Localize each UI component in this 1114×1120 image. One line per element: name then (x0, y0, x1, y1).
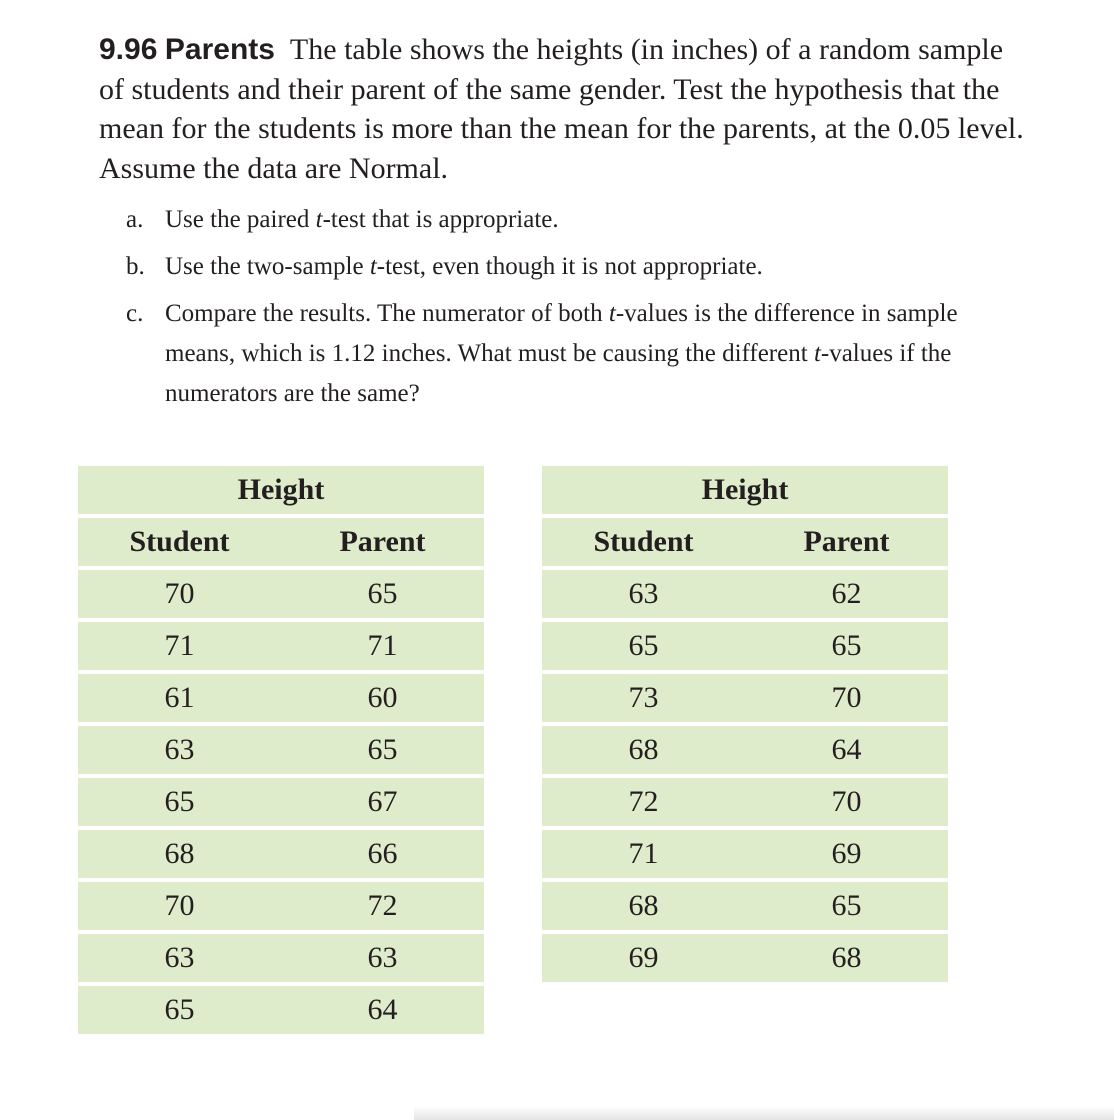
parent-height-cell: 63 (281, 934, 484, 982)
student-height-cell: 73 (542, 674, 745, 722)
student-height-cell: 63 (78, 726, 281, 774)
parent-height-cell: 66 (281, 830, 484, 878)
problem-text: The table shows the heights (in inches) of a random sample of students and their parent of the same gender. Test the hypothesis that the mean for the students is more than the mean for the parents, at the 0.05 level. Assume the data are Normal. (99, 33, 1024, 185)
parent-height-cell: 72 (281, 882, 484, 930)
table-row (542, 726, 948, 774)
parent-height-cell: 62 (745, 570, 948, 618)
part-text: Compare the results. The numerator of both t-values is the difference in sample means, which is 1.12 inches. What must be causing the different t-values if the numerators are the same? (165, 300, 958, 407)
table-row (542, 622, 948, 670)
table-row (78, 726, 484, 774)
parent-height-cell: 65 (745, 622, 948, 670)
table-body (542, 570, 948, 982)
student-height-cell: 68 (78, 830, 281, 878)
table-row (78, 570, 484, 618)
student-height-cell: 68 (542, 882, 745, 930)
student-height-cell: 71 (78, 622, 281, 670)
student-height-cell: 69 (542, 934, 745, 982)
part-a (126, 200, 1029, 240)
parent-height-cell: 65 (281, 726, 484, 774)
table-row (542, 570, 948, 618)
parent-height-cell: 64 (281, 986, 484, 1034)
parent-height-cell: 60 (281, 674, 484, 722)
part-letter: a. (126, 206, 144, 233)
table-row (78, 830, 484, 878)
table-row (78, 934, 484, 982)
student-height-cell: 63 (78, 934, 281, 982)
part-letter: b. (126, 253, 145, 280)
parent-height-cell: 65 (281, 570, 484, 618)
table-row (78, 622, 484, 670)
parent-height-cell: 69 (745, 830, 948, 878)
student-height-cell: 70 (78, 570, 281, 618)
problem-number: 9.96 (99, 33, 158, 66)
height-table-right (542, 462, 948, 986)
student-height-cell: 71 (542, 830, 745, 878)
table-row (78, 674, 484, 722)
student-height-cell: 65 (78, 986, 281, 1034)
problem-stem (99, 30, 1029, 188)
part-text: Use the two-sample t-test, even though it is not appropriate. (165, 253, 763, 280)
part-letter: c. (126, 300, 144, 327)
problem-parts (126, 200, 1029, 414)
student-height-cell: 68 (542, 726, 745, 774)
part-c (126, 294, 1029, 414)
height-table-left (78, 462, 484, 1038)
table-row (542, 830, 948, 878)
column-header-student: Student (542, 518, 745, 566)
group-header: Height (78, 466, 484, 514)
column-header-parent: Parent (745, 518, 948, 566)
table-row (542, 778, 948, 826)
problem-title: Parents (164, 33, 275, 66)
table-body (78, 570, 484, 1034)
table-row (542, 882, 948, 930)
parent-height-cell: 67 (281, 778, 484, 826)
parent-height-cell: 68 (745, 934, 948, 982)
group-header: Height (542, 466, 948, 514)
student-height-cell: 70 (78, 882, 281, 930)
student-height-cell: 65 (78, 778, 281, 826)
parent-height-cell: 64 (745, 726, 948, 774)
parent-height-cell: 71 (281, 622, 484, 670)
student-height-cell: 63 (542, 570, 745, 618)
table-row (542, 934, 948, 982)
part-b (126, 247, 1029, 287)
column-header-parent: Parent (281, 518, 484, 566)
page-edge-shadow (414, 1106, 1114, 1120)
column-header-student: Student (78, 518, 281, 566)
student-height-cell: 61 (78, 674, 281, 722)
student-height-cell: 72 (542, 778, 745, 826)
parent-height-cell: 70 (745, 674, 948, 722)
table-row (78, 986, 484, 1034)
parent-height-cell: 70 (745, 778, 948, 826)
parent-height-cell: 65 (745, 882, 948, 930)
student-height-cell: 65 (542, 622, 745, 670)
table-row (78, 778, 484, 826)
problem-block (99, 30, 1029, 421)
table-row (78, 882, 484, 930)
table-row (542, 674, 948, 722)
part-text: Use the paired t-test that is appropriate. (165, 206, 559, 233)
